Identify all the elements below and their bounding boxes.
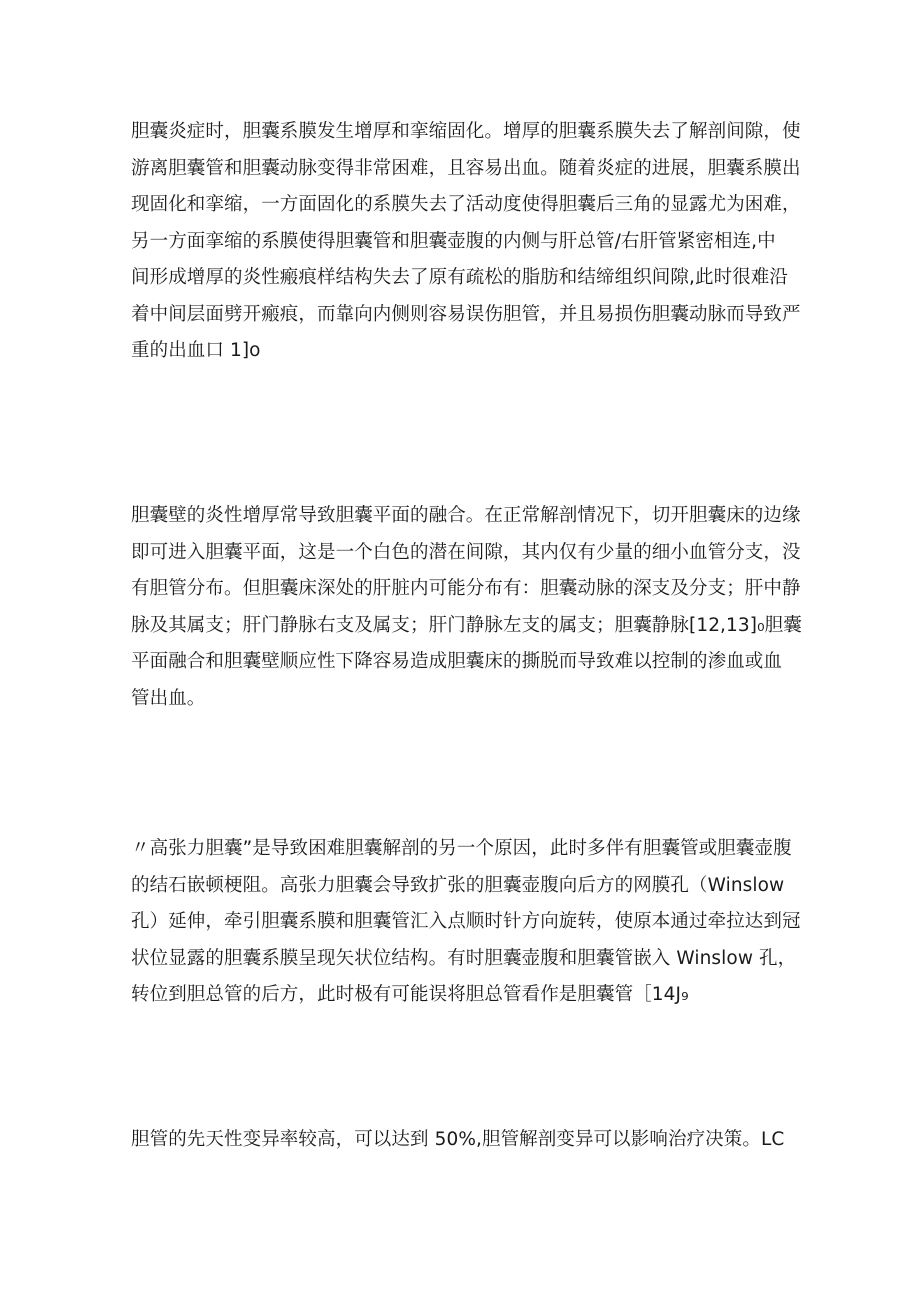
- text-line: 着中间层面劈开瘢痕，而靠向内侧则容易误伤胆管，并且易损伤胆囊动脉而导致严: [131, 303, 801, 325]
- text-line: 另一方面挛缩的系膜使得胆囊管和胆囊壶腹的内侧与肝总管/右肝管紧密相连,中: [131, 230, 776, 252]
- paragraph-high-tension-gallbladder: [131, 831, 811, 1014]
- text-line: 平面融合和胆囊壁顺应性下降容易造成胆囊床的撕脱而导致难以控制的渗血或血: [131, 651, 783, 672]
- text-line: 间形成增厚的炎性瘢痕样结构失去了原有疏松的脂肪和结缔组织间隙,此时很难沿: [131, 267, 788, 288]
- text-line: 游离胆囊管和胆囊动脉变得非常困难，且容易出血。随着炎症的进展，胆囊系膜出: [131, 157, 801, 179]
- paragraph-gallbladder-plane-fusion: [131, 498, 811, 717]
- text-line: 的结石嵌顿梗阻。高张力胆囊会导致扩张的胆囊壶腹向后方的网膜孔（Winslow: [131, 874, 785, 896]
- text-line: 胆管的先天性变异率较高，可以达到 50%,胆管解剖变异可以影响治疗决策。LC: [131, 1129, 785, 1150]
- paragraph-bile-duct-variation: [131, 1122, 811, 1159]
- text-line: 胆囊壁的炎性增厚常导致胆囊平面的融合。在正常解剖情况下，切开胆囊床的边缘: [131, 505, 801, 526]
- text-line: 管出血。: [131, 687, 206, 709]
- text-line: 转位到胆总管的后方，此时极有可能误将胆总管看作是胆囊管［14J₉: [131, 984, 689, 1005]
- text-line: 脉及其属支；肝门静脉右支及属支；肝门静脉左支的属支；胆囊静脉[12,13]₀胆囊: [131, 614, 802, 636]
- text-line: 胆囊炎症时，胆囊系膜发生增厚和挛缩固化。增厚的胆囊系膜失去了解剖间隙，使: [131, 121, 801, 142]
- text-line: 即可进入胆囊平面，这是一个白色的潜在间隙，其内仅有少量的细小血管分支，没: [131, 541, 801, 563]
- paragraph-gallbladder-inflammation: [131, 114, 811, 370]
- text-line: 状位显露的胆囊系膜呈现矢状位结构。有时胆囊壶腹和胆囊管嵌入 Winslow 孔，: [131, 947, 797, 969]
- text-line: 现固化和挛缩，一方面固化的系膜失去了活动度使得胆囊后三角的显露尤为困难，: [131, 194, 801, 215]
- text-line: 有胆管分布。但胆囊床深处的肝脏内可能分布有：胆囊动脉的深支及分支；肝中静: [131, 578, 801, 599]
- text-line: 重的出血口 1]o: [131, 340, 261, 361]
- text-line: 〃高张力胆囊”是导致困难胆囊解剖的另一个原因，此时多伴有胆囊管或胆囊壶腹: [131, 838, 792, 859]
- text-line: 孔）延伸，牵引胆囊系膜和胆囊管汇入点顺时针方向旋转，使原本通过牵拉达到冠: [131, 911, 801, 932]
